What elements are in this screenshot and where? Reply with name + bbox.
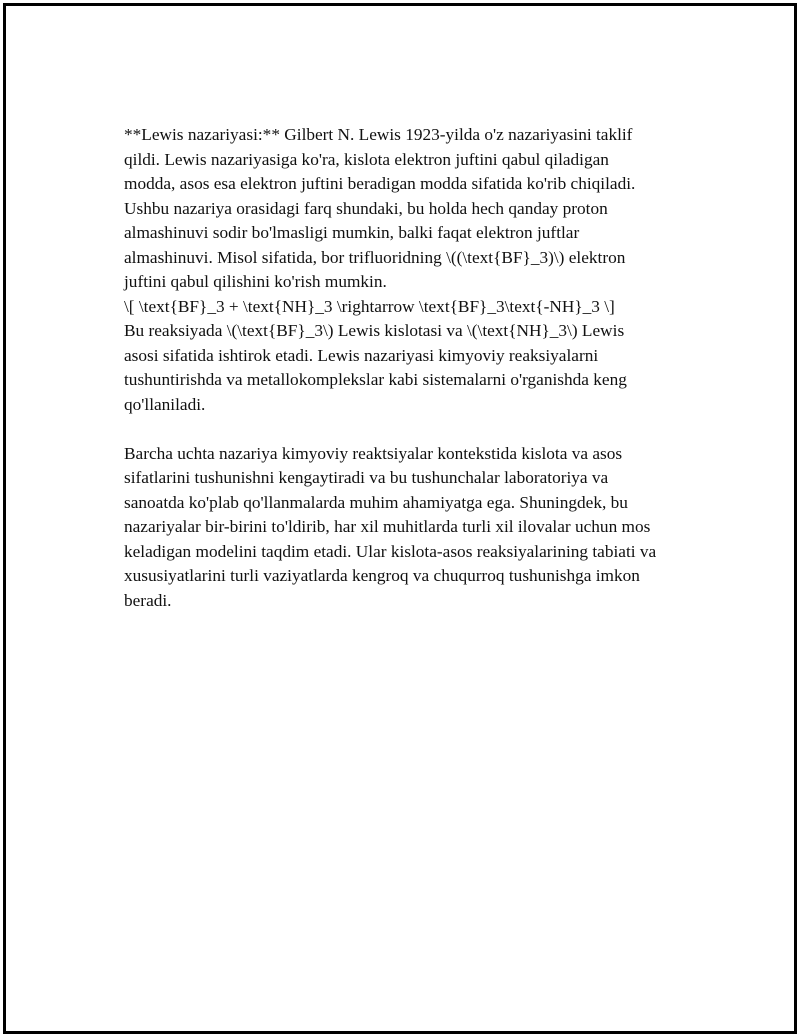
text-line: asosi sifatida ishtirok etadi. Lewis nazariyasi kimyoviy reaksiyalarni: [124, 345, 599, 365]
paragraph-gap: [124, 417, 704, 442]
text-line: modda, asos esa elektron juftini beradigan modda sifatida ko'rib chiqiladi.: [124, 174, 636, 193]
text-line: beradi.: [124, 590, 172, 610]
text-line: tushuntirishda va metallokomplekslar kabi sistemalarni o'rganishda keng: [124, 370, 627, 389]
equation-line: \[ \text{BF}_3 + \text{NH}_3 \rightarrow \text{BF}_3\text{-NH}_3 \]: [124, 296, 615, 316]
text-line: Ushbu nazariya orasidagi farq shundaki, bu holda hech qanday proton: [124, 198, 608, 218]
text-line: nazariyalar bir-birini to'ldirib, har xil muhitlarda turli xil ilovalar uchun mos: [124, 517, 651, 536]
text-line: almashinuvi sodir bo'lmasligi mumkin, balki faqat elektron juftlar: [124, 223, 580, 242]
lewis-theory-paragraph: [124, 123, 704, 417]
text-line: sanoatda ko'plab qo'llanmalarda muhim ahamiyatga ega. Shuningdek, bu: [124, 492, 628, 512]
document-body: [124, 123, 704, 613]
conclusion-paragraph: [124, 442, 704, 614]
page-frame: [3, 3, 797, 1034]
text-line: xususiyatlarini turli vaziyatlarda kengroq va chuqurroq tushunishga imkon: [124, 566, 640, 585]
text-line: sifatlarini tushunishni kengaytiradi va bu tushunchalar laboratoriya va: [124, 468, 609, 487]
text-line: qildi. Lewis nazariyasiga ko'ra, kislota elektron juftini qabul qiladigan: [124, 149, 609, 169]
text-line: Barcha uchta nazariya kimyoviy reaktsiyalar kontekstida kislota va asos: [124, 443, 623, 463]
text-line: **Lewis nazariyasi:** Gilbert N. Lewis 1923-yilda o'z nazariyasini taklif: [124, 125, 633, 144]
text-line: qo'llaniladi.: [124, 394, 206, 414]
text-line: juftini qabul qilishini ko'rish mumkin.: [124, 272, 387, 291]
text-line: Bu reaksiyada \(\text{BF}_3\) Lewis kislotasi va \(\text{NH}_3\) Lewis: [124, 321, 625, 340]
text-line: keladigan modelini taqdim etadi. Ular kislota-asos reaksiyalarining tabiati va: [124, 541, 657, 561]
text-line: almashinuvi. Misol sifatida, bor trifluoridning \((\text{BF}_3)\) elektron: [124, 247, 626, 267]
